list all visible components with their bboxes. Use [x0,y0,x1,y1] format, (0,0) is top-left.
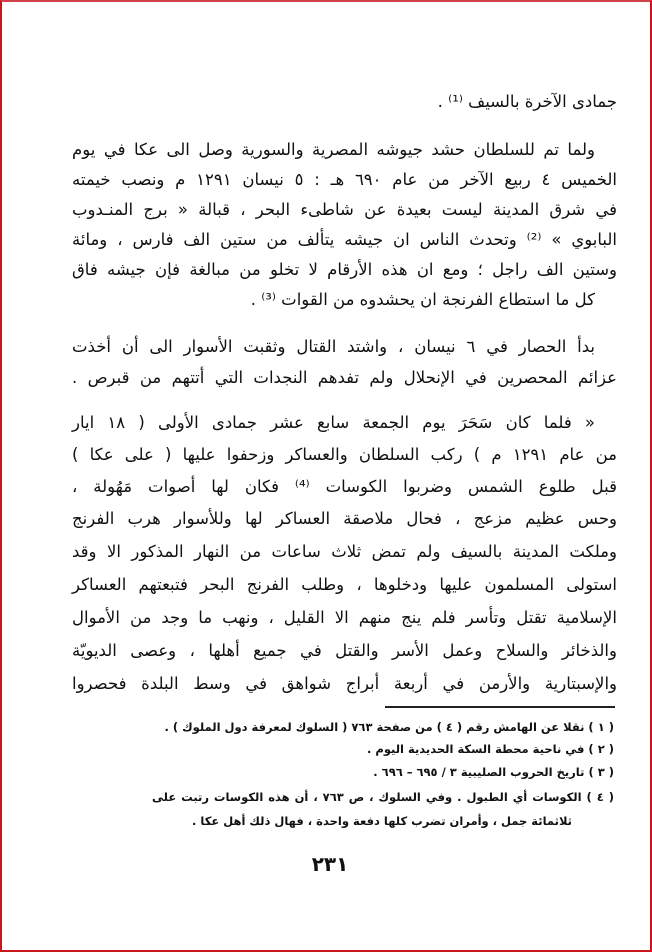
continuation-line: جمادى الآخرة بالسيف ⁽¹⁾ . [437,92,617,111]
footnote-1: ( ١ ) نقلا عن الهامش رقم ( ٤ ) من صفحة ٧٦٣ ( السلوك لمعرفة دول الملوك ) . [164,720,614,734]
paragraph-3-line: الإسلامية تقتل وتأسر فلم ينج منهم الا القليل ، ونهب ما وجد من الأموال [72,608,617,627]
footnote-separator [385,706,615,708]
paragraph-1-line: في شرق المدينة ليست بعيدة عن شاطىء البحر ، قبالة « برج المنـدوب [72,200,617,219]
footnote-2: ( ٢ ) في ناحية محطة السكة الحديدية اليوم . [367,742,614,756]
paragraph-3-line: من عام ١٢٩١ م ) ركب السلطان والعساكر وزحفوا عليها ( على عكا ) [72,445,617,464]
footnote-4: ( ٤ ) الكوسات أي الطبول . وفي السلوك ، ص ٧٦٣ ، أن هذه الكوسات رتبت على [152,790,615,804]
page-number: ٢٣١ [311,852,349,876]
footnote-4-continuation: ثلاثمائة جمل ، وأمران تضرب كلها دفعة واحدة ، فهال ذلك أهل عكا . [192,814,572,828]
paragraph-1-line: كل ما استطاع الفرنجة ان يحشدوه من القوات ⁽³⁾ . [250,290,595,309]
paragraph-1-line: الخميس ٤ ربيع الآخر من عام ٦٩٠ هـ : ٥ نيسان ١٢٩١ م ونصب خيمته [72,170,617,189]
paragraph-2-line: عزائم المحصرين في الإنحلال ولم تفدهم النجدات التي أتتهم من قبرص . [72,368,617,387]
paragraph-3-line: « فلما كان سَحَرَ يوم الجمعة سابع عشر جمادى الأولى ( ١٨ ايار [72,413,596,432]
paragraph-3-line: وملكت المدينة بالسيف ولم تمض ثلاث ساعات من النهار المذكور الا وقد [72,542,617,561]
paragraph-3-line: قبل طلوع الشمس وضربوا الكوسات ⁽⁴⁾ فكان لها أصوات مَهُولة ، [72,477,617,496]
paragraph-2-line: بدأ الحصار في ٦ نيسان ، واشتد القتال وثقبت الأسوار الى أن أخذت [72,337,595,356]
paragraph-1-line: ولما تم للسلطان حشد جيوشه المصرية والسورية وصل الى عكا في يوم [72,140,595,159]
paragraph-3-line: وحس عظيم مزعج ، فحال ملاصقة العساكر لها وللأسوار هرب الفرنج [72,509,617,528]
paragraph-1-line: البابوي » ⁽²⁾ وتحدث الناس ان جيشه يتألف من ستين الف فارس ، ومائة [72,230,617,249]
paragraph-3-line: استولى المسلمون عليها ودخلوها ، وطلب الفرنج البحر فتبعتهم العساكر [72,575,617,594]
paragraph-3-line: والإسبتارية والأرمن في أربعة أبراج شواهق في وسط البلدة فحصروا [72,674,617,693]
paragraph-1-line: وستين الف راجل ؛ ومع ان هذه الأرقام لا تخلو من مبالغة فإن جيشه فاق [72,260,617,279]
footnote-3: ( ٣ ) تاريخ الحروب الصليبية ٣ / ٦٩٥ – ٦٩٦ . [373,765,614,779]
paragraph-3-line: والذخائر والسلاح وعمل الأسر والقتل في جميع أهلها ، وعصى الديويّة [72,641,617,660]
